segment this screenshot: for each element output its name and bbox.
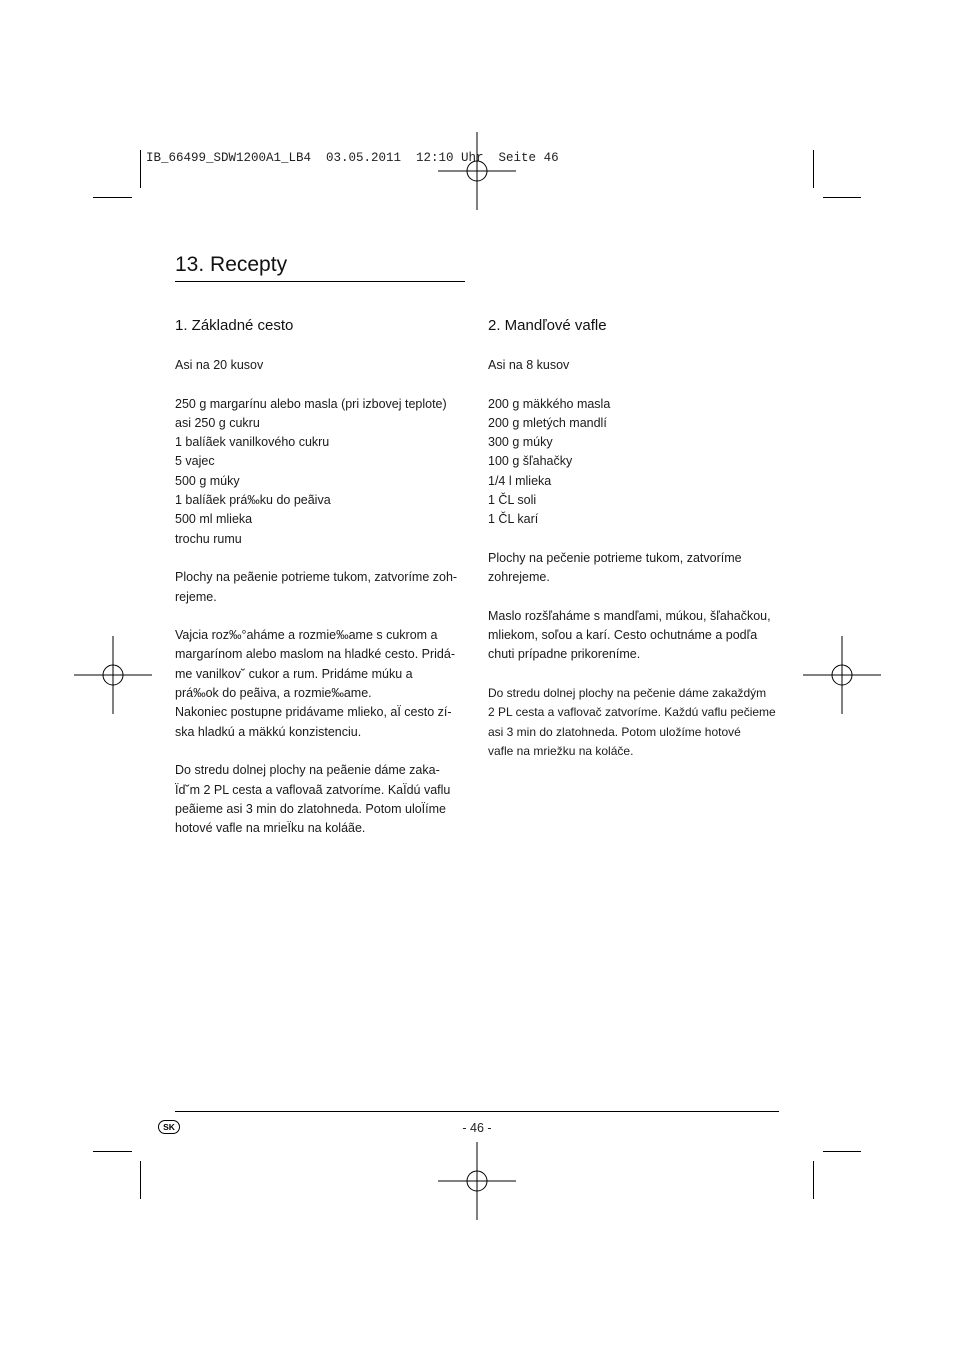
crop-mark [140,1161,141,1199]
text-line: Ïd˘m 2 PL cesta a vaflovaã zatvoríme. KaÏdú vaflu [175,782,451,797]
recipe-yield: Asi na 20 kusov [175,358,264,372]
crop-mark [823,1151,861,1152]
crop-mark [813,1161,814,1199]
ingredient-item: 500 g múky [175,473,240,488]
text-line: me vanilkov˘ cukor a rum. Pridáme múku a [175,666,413,681]
text-line: Plochy na peãenie potrieme tukom, zatvoríme zoh- [175,570,458,585]
crop-mark [93,197,132,198]
recipe-heading: 1. Základné cesto [175,317,294,334]
text-line: ska hladkú a mäkkú konzistenciu. [175,724,362,739]
title-underline [175,281,465,282]
text-line: zohrejeme. [488,570,550,585]
text-line: Vajcia roz‰°aháme a rozmie‰ame s cukrom a [175,628,438,643]
text-line: mliekom, soľou a karí. Cesto ochutnáme a podľa [488,628,758,643]
ingredient-item: 1 ČL karí [488,512,539,527]
text-line: margarínom alebo maslom na hladké cesto. Pridá- [175,647,455,662]
registration-mark-icon [438,1142,516,1220]
ingredient-item: 300 g múky [488,435,553,450]
text-line: rejeme. [175,589,217,604]
ingredient-item: trochu rumu [175,531,242,546]
printer-slug: IB_66499_SDW1200A1_LB4 03.05.2011 12:10 Uhr Seite 46 [146,151,559,165]
instruction-paragraph [488,607,783,665]
crop-mark [823,197,861,198]
text-line: prá‰ok do peãiva, a rozmie‰ame. [175,686,372,701]
text-line: Nakoniec postupne pridávame mlieko, aÏ cesto zí- [175,705,452,720]
crop-mark [813,150,814,188]
text-line: chuti prípadne prikoreníme. [488,647,641,662]
instruction-paragraph [175,761,465,838]
text-line: asi 3 min do zlatohneda. Potom uložíme hotové [488,724,741,739]
text-line: hotové vafle na mrieÏku na koláãe. [175,821,366,836]
ingredient-item: asi 250 g cukru [175,415,260,430]
ingredient-item: 100 g šľahačky [488,454,573,469]
crop-mark [93,1151,132,1152]
crop-mark [140,150,141,188]
recipe-yield: Asi na 8 kusov [488,358,570,372]
registration-mark-icon [74,636,152,714]
ingredient-item: 5 vajec [175,454,215,469]
ingredient-list [175,395,465,549]
registration-mark-icon [438,132,516,210]
recipe-almond-waffles [488,316,783,781]
footer-rule [175,1111,779,1112]
ingredient-item: 250 g margarínu alebo masla (pri izbovej teplote) [175,396,447,411]
text-line: Do stredu dolnej plochy na peãenie dáme zaka- [175,763,440,778]
text-line: 2 PL cesta a vaflovač zatvoríme. Každú vaflu pečieme [488,705,776,720]
instruction-paragraph [175,626,465,742]
ingredient-item: 1/4 l mlieka [488,473,552,488]
ingredient-list [488,395,783,530]
text-line: Plochy na pečenie potrieme tukom, zatvoríme [488,550,742,565]
text-line: Maslo rozšľaháme s mandľami, múkou, šľahačkou, [488,608,771,623]
text-line: peãieme asi 3 min do zlatohneda. Potom uloÏíme [175,801,446,816]
instruction-paragraph [488,684,783,761]
instruction-paragraph [488,549,783,588]
page-title: 13. Recepty [175,253,288,276]
ingredient-item: 1 balíãek vanilkového cukru [175,435,330,450]
recipe-heading: 2. Mandľové vafle [488,317,607,334]
ingredient-item: 500 ml mlieka [175,512,253,527]
ingredient-item: 1 balíãek prá‰ku do peãiva [175,493,331,508]
instruction-paragraph [175,568,465,607]
ingredient-item: 1 ČL soli [488,493,537,508]
text-line: Do stredu dolnej plochy na pečenie dáme zakaždým [488,686,767,701]
recipe-basic-dough [175,316,465,858]
page-number: - 46 - [462,1121,492,1135]
language-badge: SK [158,1120,180,1134]
ingredient-item: 200 g mletých mandlí [488,415,607,430]
registration-mark-icon [803,636,881,714]
text-line: vafle na mriežku na koláče. [488,743,634,758]
ingredient-item: 200 g mäkkého masla [488,396,611,411]
